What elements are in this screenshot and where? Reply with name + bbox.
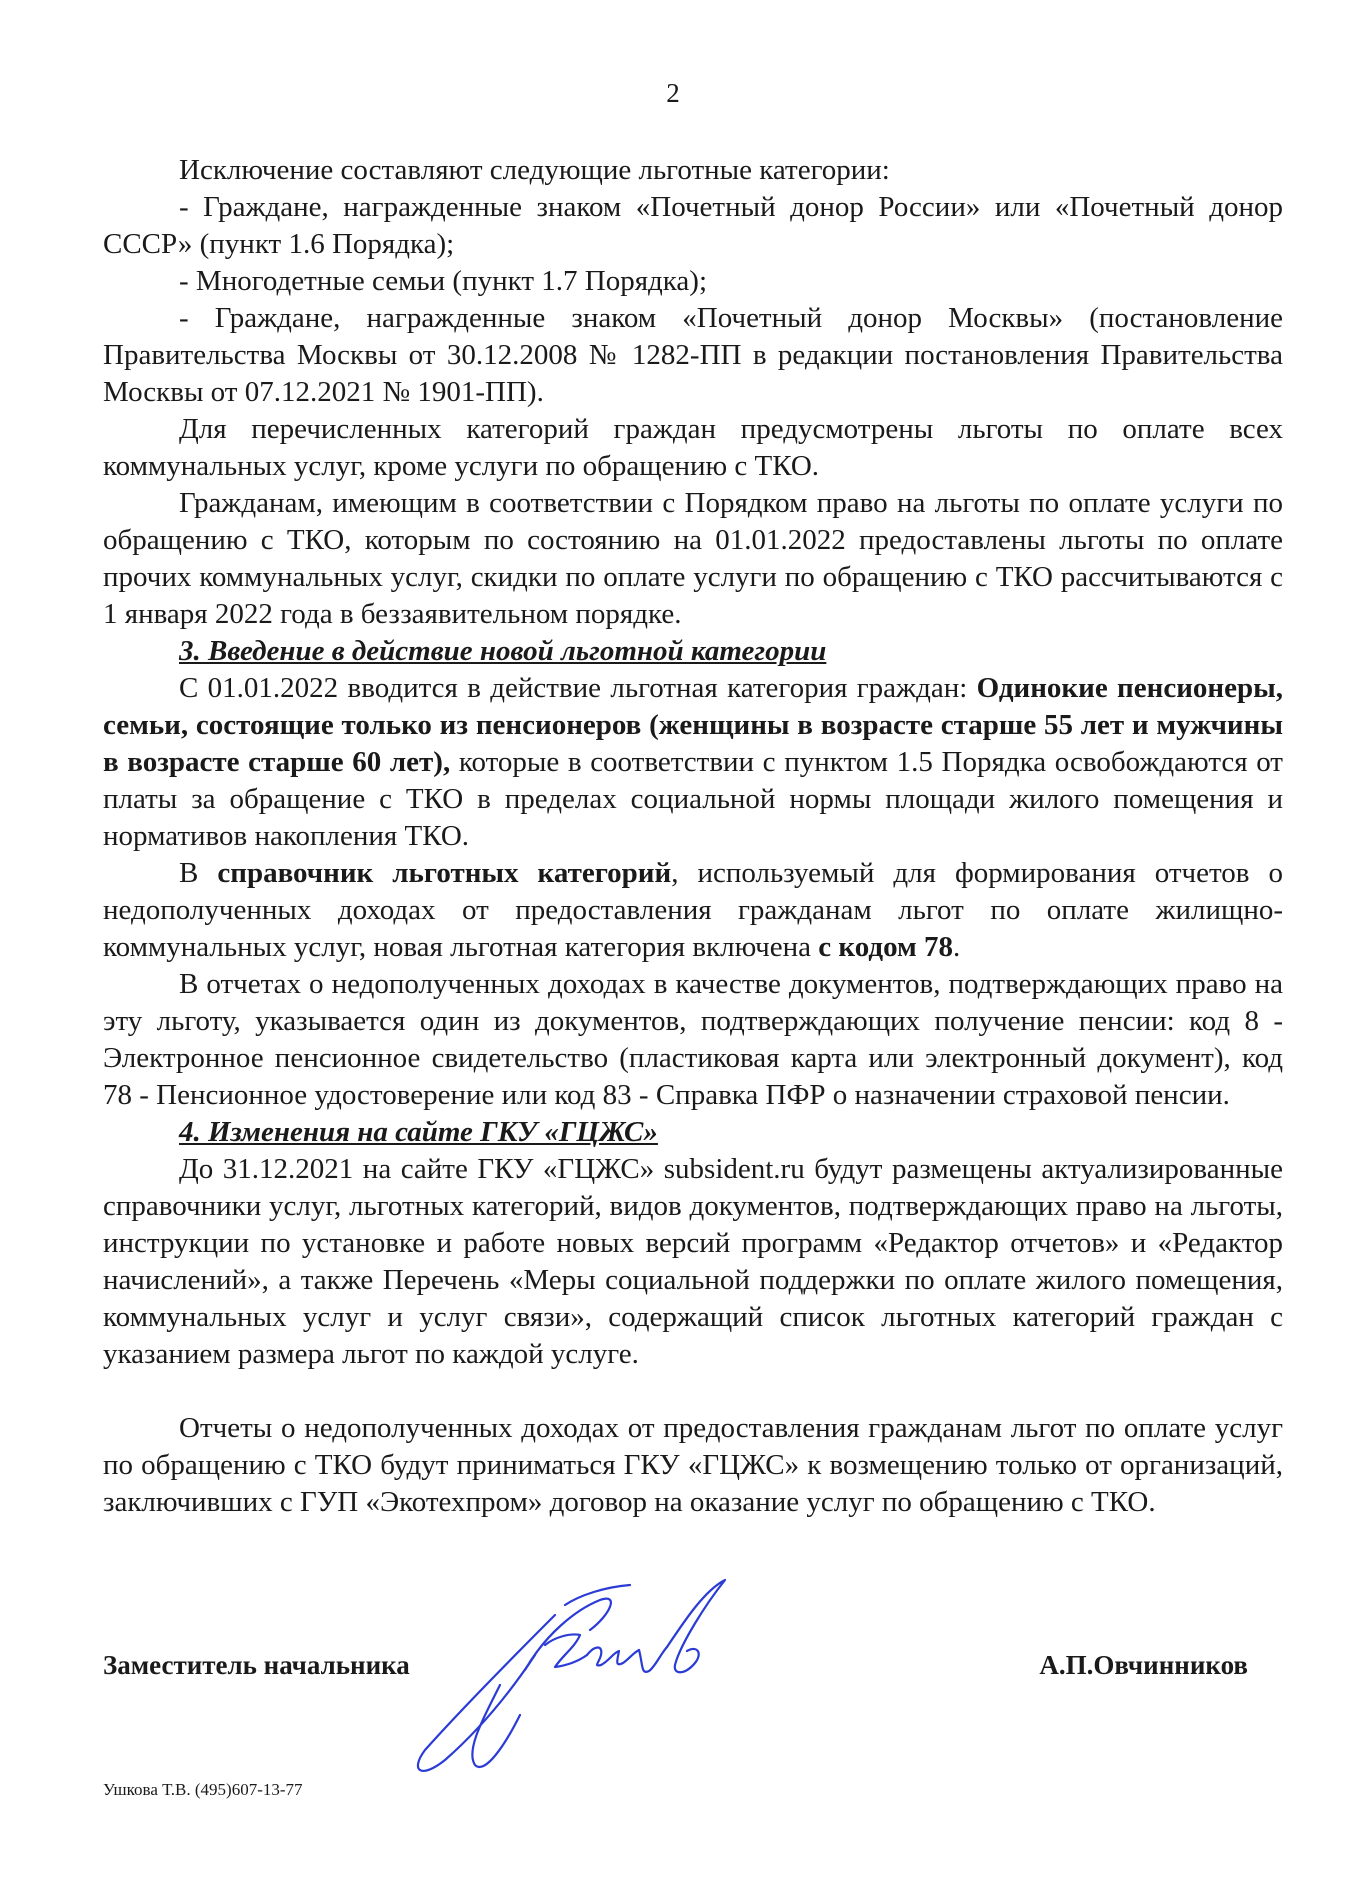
category-code-bold: с кодом 78 <box>818 931 954 963</box>
paragraph-large-families: - Многодетные семьи (пункт 1.7 Порядка); <box>179 265 708 297</box>
signer-title: Заместитель начальника <box>103 1650 410 1680</box>
paragraph-category-code <box>103 855 1283 966</box>
paragraph-documents: В отчетах о недополученных доходах в качестве документов, подтверждающих право на эту льготу, указывается один из документов, подтверждающих получение пенсии: код 8 - Электронное пенсионное свидетельство (пластиковая карта или электронный документ), код 78 - Пенсионное удостоверение или код 83 - Справка ПФР о назначении страховой пенсии. <box>103 968 1283 1111</box>
category-code-text-end: . <box>953 931 961 963</box>
section-3-heading: 3. Введение в действие новой льготной категории <box>179 635 827 667</box>
paragraph-donor-moscow: - Граждане, награжденные знаком «Почетный донор Москвы» (постановление Правительства Москвы от 30.12.2008 № 1282-ПП в редакции постановления Правительства Москвы от 07.12.2021 № 1901-ПП). <box>103 302 1283 408</box>
paragraph-benefits-scope: Для перечисленных категорий граждан предусмотрены льготы по оплате всех коммунальных услуг, кроме услуги по обращению с ТКО. <box>103 413 1283 482</box>
paragraph-exceptions-intro: Исключение составляют следующие льготные категории: <box>179 154 890 186</box>
category-directory-bold: справочник льготных категорий <box>217 857 672 889</box>
new-category-text-end: которые в соответствии с пунктом 1.5 Порядка освобождаются от платы за обращение с ТКО в пределах социальной нормы площади жилого помещения и нормативов накопления ТКО. <box>103 746 1283 852</box>
letter-body <box>103 152 1283 1521</box>
page-number: 2 <box>666 78 680 108</box>
paragraph-tko-discounts: Гражданам, имеющим в соответствии с Порядком право на льготы по оплате услуги по обращению с ТКО, которым по состоянию на 01.01.2022 предоставлены льготы по оплате прочих коммунальных услуг, скидки по оплате услуги по обращению с ТКО рассчитываются с 1 января 2022 года в беззаявительном порядке. <box>103 487 1283 630</box>
paragraph-gap <box>103 1373 1283 1410</box>
paragraph-donor-russia: - Граждане, награжденные знаком «Почетный донор России» или «Почетный донор СССР» (пункт 1.6 Порядка); <box>103 191 1283 260</box>
executor-contact: Ушкова Т.В. (495)607-13-77 <box>103 1780 303 1799</box>
handwritten-signature-icon <box>405 1575 745 1780</box>
section-4-heading: 4. Изменения на сайте ГКУ «ГЦЖС» <box>179 1116 658 1148</box>
category-code-text-mid: , используемый для формирования отчетов о недополученных доходах от предоставления гражданам льгот по оплате жилищно-коммунальных услуг, новая льготная категория включена <box>103 857 1283 963</box>
category-code-text-start: В <box>179 857 218 889</box>
paragraph-reports: Отчеты о недополученных доходах от предоставления гражданам льгот по оплате услуг по обращению с ТКО будут приниматься ГКУ «ГЦЖС» к возмещению только от организаций, заключивших с ГУП «Экотехпром» договор на оказание услуг по обращению с ТКО. <box>103 1412 1283 1518</box>
signer-name: А.П.Овчинников <box>1039 1650 1248 1680</box>
paragraph-site-changes: До 31.12.2021 на сайте ГКУ «ГЦЖС» subsident.ru будут размещены актуализированные справочники услуг, льготных категорий, видов документов, подтверждающих право на льготы, инструкции по установке и работе новых версий программ «Редактор отчетов» и «Редактор начислений», а также Перечень «Меры социальной поддержки по оплате жилого помещения, коммунальных услуг и услуг связи», содержащий список льготных категорий граждан с указанием размера льгот по каждой услуге. <box>103 1153 1283 1370</box>
new-category-text-start: С 01.01.2022 вводится в действие льготная категория граждан: <box>179 672 977 704</box>
paragraph-new-category <box>103 670 1283 855</box>
new-category-bold: Одинокие пенсионеры, семьи, состоящие только из пенсионеров (женщины в возрасте старше 55 лет и мужчины в возрасте старше 60 лет), <box>103 672 1284 778</box>
